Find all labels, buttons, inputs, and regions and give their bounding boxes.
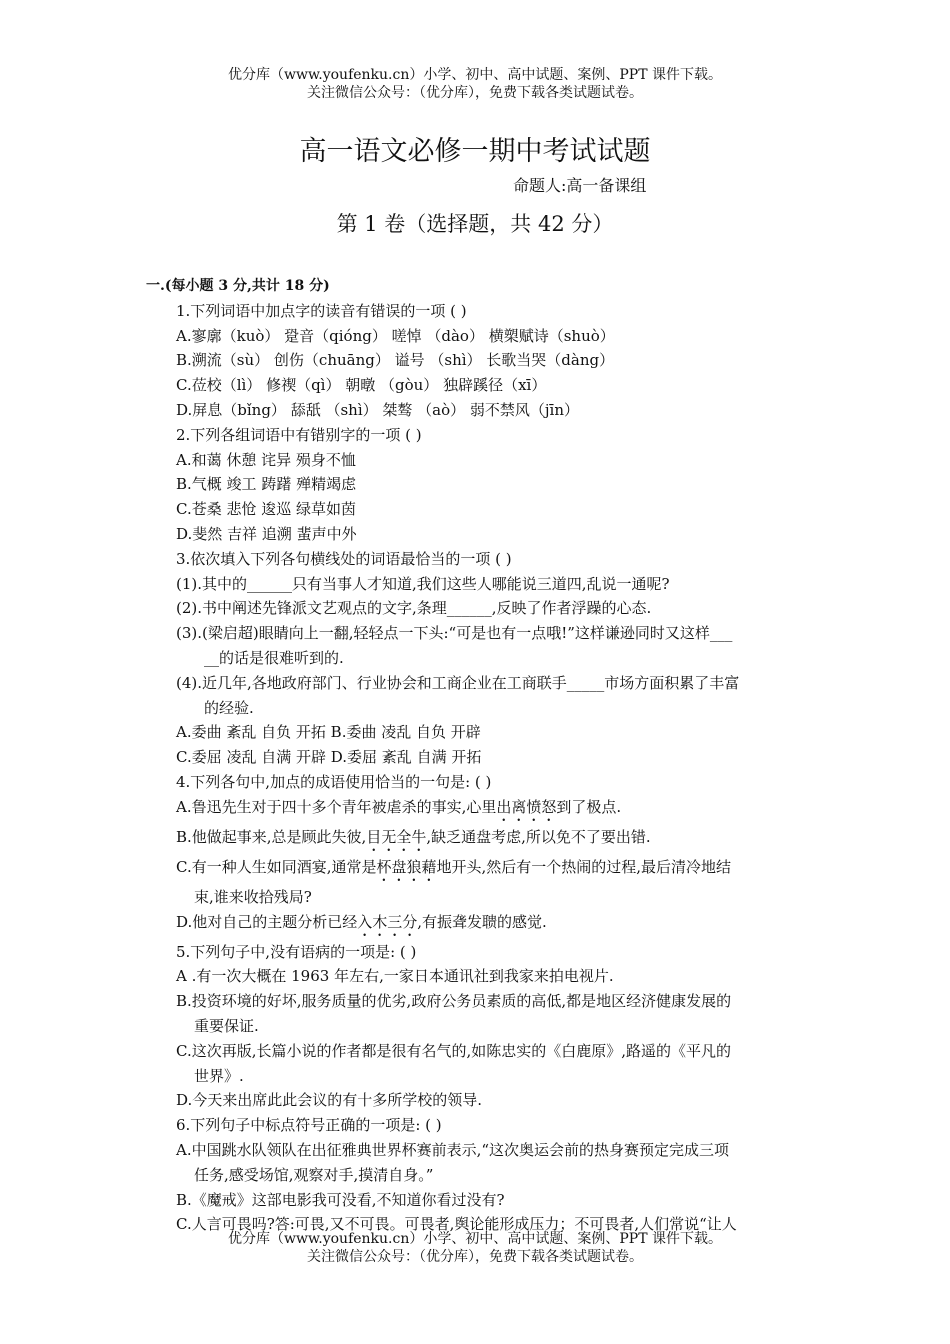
q4-b-text: B.他做起事来,总是顾此失彼, xyxy=(176,827,367,846)
volume-heading: 第 1 卷（选择题，共 42 分） xyxy=(336,212,614,236)
q6-stem: 6.下列句子中标点符号正确的一项是: ( ) xyxy=(176,1116,442,1135)
q4-d-text: D.他对自己的主题分析已经 xyxy=(176,912,358,931)
q4-option-a xyxy=(0,795,950,825)
page-footer xyxy=(0,1230,950,1266)
header-line-2: 关注微信公众号：（优分库），免费下载各类试题试卷。 xyxy=(307,85,643,101)
q3-sentence-3: (3).(梁启超)眼睛向上一翻,轻轻点一下头:“可是也有一点哦!”这样谦逊同时又这样___ xyxy=(176,624,733,643)
header-line-1: 优分库（www.youfenku.cn）小学、初中、高中试题、案例、PPT 课件下载。 xyxy=(227,67,722,83)
q3-sentence-3-cont: __的话是很难听到的. xyxy=(204,648,344,667)
q4-c-dotted-idiom: 杯盘狼藉 xyxy=(376,857,437,876)
q4-b-dotted-idiom: 目无全牛 xyxy=(366,827,427,846)
q1-option-b: B.溯流（sù） 创伤（chuāng） 谥号 （shì） 长歌当哭（dàng） xyxy=(176,351,615,370)
q3-options-cd: C.委屈 凌乱 自满 开辟 D.委屈 紊乱 自满 开拓 xyxy=(176,748,482,767)
q1-option-c: C.莅校（lì） 修禊（qì） 朝暾 （gòu） 独辟蹊径（xī） xyxy=(176,376,547,395)
q4-option-c-cont: 束,谁来收拾残局? xyxy=(194,887,312,906)
section-heading: 一.(每小题 3 分,共计 18 分) xyxy=(146,278,330,294)
q5-option-b-cont: 重要保证. xyxy=(194,1016,259,1035)
page-title: 高一语文必修一期中考试试题 xyxy=(299,136,651,167)
q5-option-c-cont: 世界》. xyxy=(194,1066,244,1085)
q3-sentence-4-cont: 的经验. xyxy=(204,698,254,717)
q6-option-b: B.《魔戒》这部电影我可没看,不知道你看过没有? xyxy=(176,1190,505,1209)
page-header xyxy=(0,66,950,102)
q3-sentence-2: (2).书中阐述先锋派文艺观点的文字,条理______,反映了作者浮躁的心态. xyxy=(176,599,652,618)
q4-b-text-end: ,缺乏通盘考虑,所以免不了要出错. xyxy=(426,827,651,846)
q4-a-text: A.鲁迅先生对于四十多个青年被虐杀的事实,心里 xyxy=(176,797,497,816)
q1-option-a: A.寥廓（kuò） 跫音（qióng） 嗟悼 （dào） 横槊赋诗（shuò） xyxy=(176,326,615,345)
q4-c-text: C.有一种人生如同酒宴,通常是 xyxy=(176,857,377,876)
q2-option-a: A.和蔼 休憩 诧异 殒身不恤 xyxy=(176,450,356,469)
q4-option-b xyxy=(0,825,950,855)
footer-line-1: 优分库（www.youfenku.cn）小学、初中、高中试题、案例、PPT 课件下载。 xyxy=(227,1231,722,1247)
q5-option-d: D.今天来出席此此会议的有十多所学校的领导. xyxy=(176,1091,483,1110)
q4-option-c xyxy=(0,855,950,885)
q6-option-a: A.中国跳水队领队在出征雅典世界杯赛前表示,“这次奥运会前的热身赛预定完成三项 xyxy=(176,1140,730,1159)
q1-stem: 1.下列词语中加点字的读音有错误的一项 ( ) xyxy=(176,301,467,320)
q2-option-b: B.气概 竣工 踌躇 殚精竭虑 xyxy=(176,475,357,494)
q2-option-d: D.斐然 吉祥 追溯 蜚声中外 xyxy=(176,524,357,543)
exam-content xyxy=(0,274,950,1237)
q3-stem: 3.依次填入下列各句横线处的词语最恰当的一项 ( ) xyxy=(176,549,512,568)
q4-c-text-end: 地开头,然后有一个热闹的过程,最后清冷地结 xyxy=(436,857,732,876)
q3-sentence-4: (4).近几年,各地政府部门、行业协会和工商企业在工商联手_____市场方面积累了丰富 xyxy=(176,673,740,692)
footer-line-2: 关注微信公众号：（优分库），免费下载各类试题试卷。 xyxy=(307,1249,643,1265)
q5-option-c: C.这次再版,长篇小说的作者都是很有名气的,如陈忠实的《白鹿原》,路遥的《平凡的 xyxy=(176,1041,732,1060)
q2-stem: 2.下列各组词语中有错别字的一项 ( ) xyxy=(176,425,422,444)
q4-option-d xyxy=(0,910,950,940)
q3-sentence-1: (1).其中的______只有当事人才知道,我们这些人哪能说三道四,乱说一通呢? xyxy=(176,574,670,593)
q4-a-text-end: 到了极点. xyxy=(556,797,622,816)
q5-stem: 5.下列句子中,没有语病的一项是: ( ) xyxy=(176,942,417,961)
q4-stem: 4.下列各句中,加点的成语使用恰当的一句是: ( ) xyxy=(176,772,492,791)
question-setter: 命题人:高一备课组 xyxy=(513,176,647,195)
q4-d-text-end: ,有振聋发聩的感觉. xyxy=(417,912,547,931)
q1-option-d: D.屏息（bǐng） 舔舐 （shì） 桀骜 （aò） 弱不禁风（jīn） xyxy=(176,400,580,419)
q6-option-a-cont: 任务,感受场馆,观察对手,摸清自身。” xyxy=(194,1165,434,1184)
q2-option-c: C.苍桑 悲怆 逡巡 绿草如茵 xyxy=(176,500,357,519)
q4-d-dotted-idiom: 入木三分 xyxy=(357,912,418,931)
q4-a-dotted-idiom: 出离愤怒 xyxy=(496,797,557,816)
q5-option-b: B.投资环境的好坏,服务质量的优劣,政府公务员素质的高低,都是地区经济健康发展的 xyxy=(176,992,732,1011)
q6-option-c: C.人言可畏吗?答:可畏,又不可畏。可畏者,舆论能形成压力；不可畏者,人们常说“让人 xyxy=(176,1215,737,1234)
q3-options-ab: A.委曲 紊乱 自负 开拓 B.委曲 凌乱 自负 开辟 xyxy=(176,723,481,742)
q5-option-a: A .有一次大概在 1963 年左右,一家日本通讯社到我家来拍电视片. xyxy=(176,967,614,986)
